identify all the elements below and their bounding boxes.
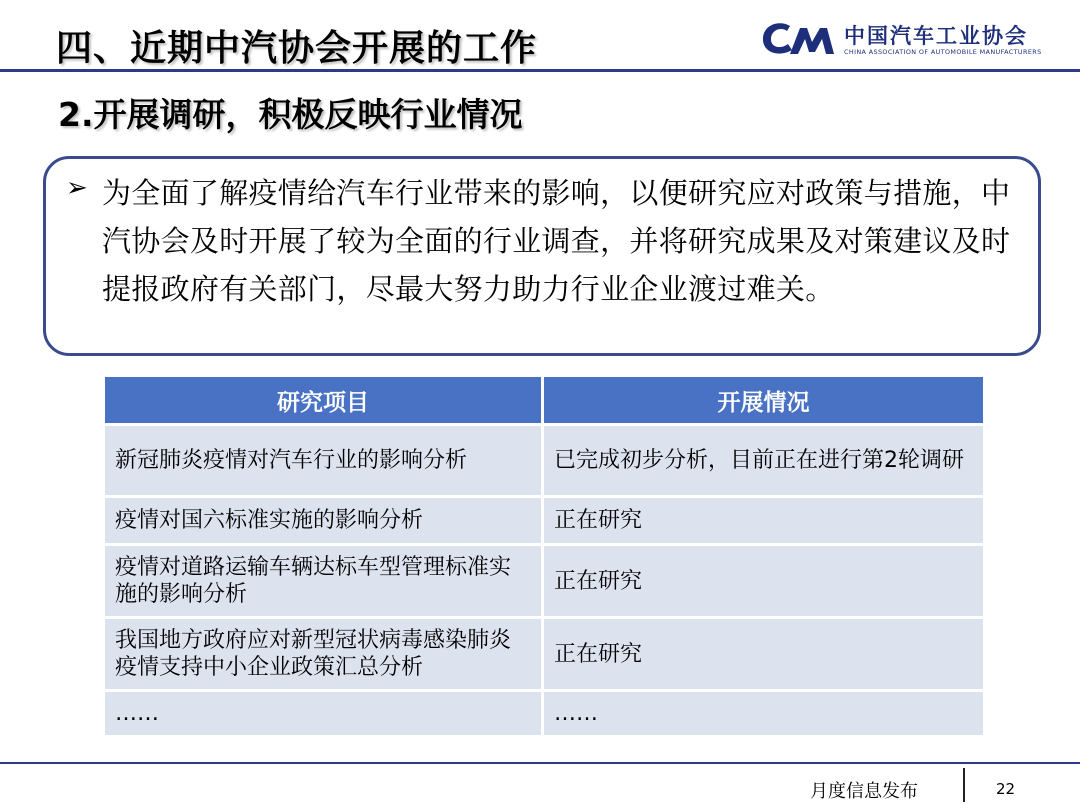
bullet-arrow-icon: ➢ (66, 173, 88, 203)
research-item-cell: …… (105, 692, 541, 735)
summary-text: 为全面了解疫情给汽车行业带来的影响，以便研究应对政策与措施，中汽协会及时开展了较为全面的行业调查，并将研究成果及对策建议及时提报政府有关部门，尽最大努力助力行业企业渡过难关。 (102, 176, 1011, 306)
footer-label: 月度信息发布 (810, 781, 918, 802)
caam-logo (760, 18, 1050, 64)
research-item-cell: 新冠肺炎疫情对汽车行业的影响分析 (105, 426, 541, 495)
summary-callout (43, 156, 1041, 356)
caam-logo-icon (760, 20, 836, 60)
table-row (105, 619, 983, 689)
research-status-cell: 已完成初步分析，目前正在进行第2轮调研 (544, 426, 983, 495)
table-row (105, 546, 983, 616)
column-header-item: 研究项目 (105, 377, 541, 423)
research-item-cell: 我国地方政府应对新型冠状病毒感染肺炎疫情支持中小企业政策汇总分析 (105, 619, 541, 689)
table-row (105, 426, 983, 495)
table-header-row (105, 377, 983, 423)
research-status-cell: 正在研究 (544, 619, 983, 689)
footer-separator (963, 768, 965, 802)
footer-divider (0, 762, 1080, 764)
column-header-status: 开展情况 (544, 377, 983, 423)
table-row (105, 692, 983, 735)
research-table (102, 374, 986, 738)
header-divider (0, 69, 1080, 72)
page-number: 22 (996, 780, 1016, 798)
research-status-cell: 正在研究 (544, 498, 983, 543)
research-item-cell: 疫情对道路运输车辆达标车型管理标准实施的影响分析 (105, 546, 541, 616)
research-status-cell: …… (544, 692, 983, 735)
logo-english-name: CHINA ASSOCIATION OF AUTOMOBILE MANUFACTURERS (844, 48, 1042, 56)
research-status-cell: 正在研究 (544, 546, 983, 616)
logo-chinese-name: 中国汽车工业协会 (844, 24, 1028, 48)
table-row (105, 498, 983, 543)
research-item-cell: 疫情对国六标准实施的影响分析 (105, 498, 541, 543)
section-subtitle: 2.开展调研，积极反映行业情况 (58, 95, 523, 134)
page-title: 四、近期中汽协会开展的工作 (56, 28, 538, 69)
